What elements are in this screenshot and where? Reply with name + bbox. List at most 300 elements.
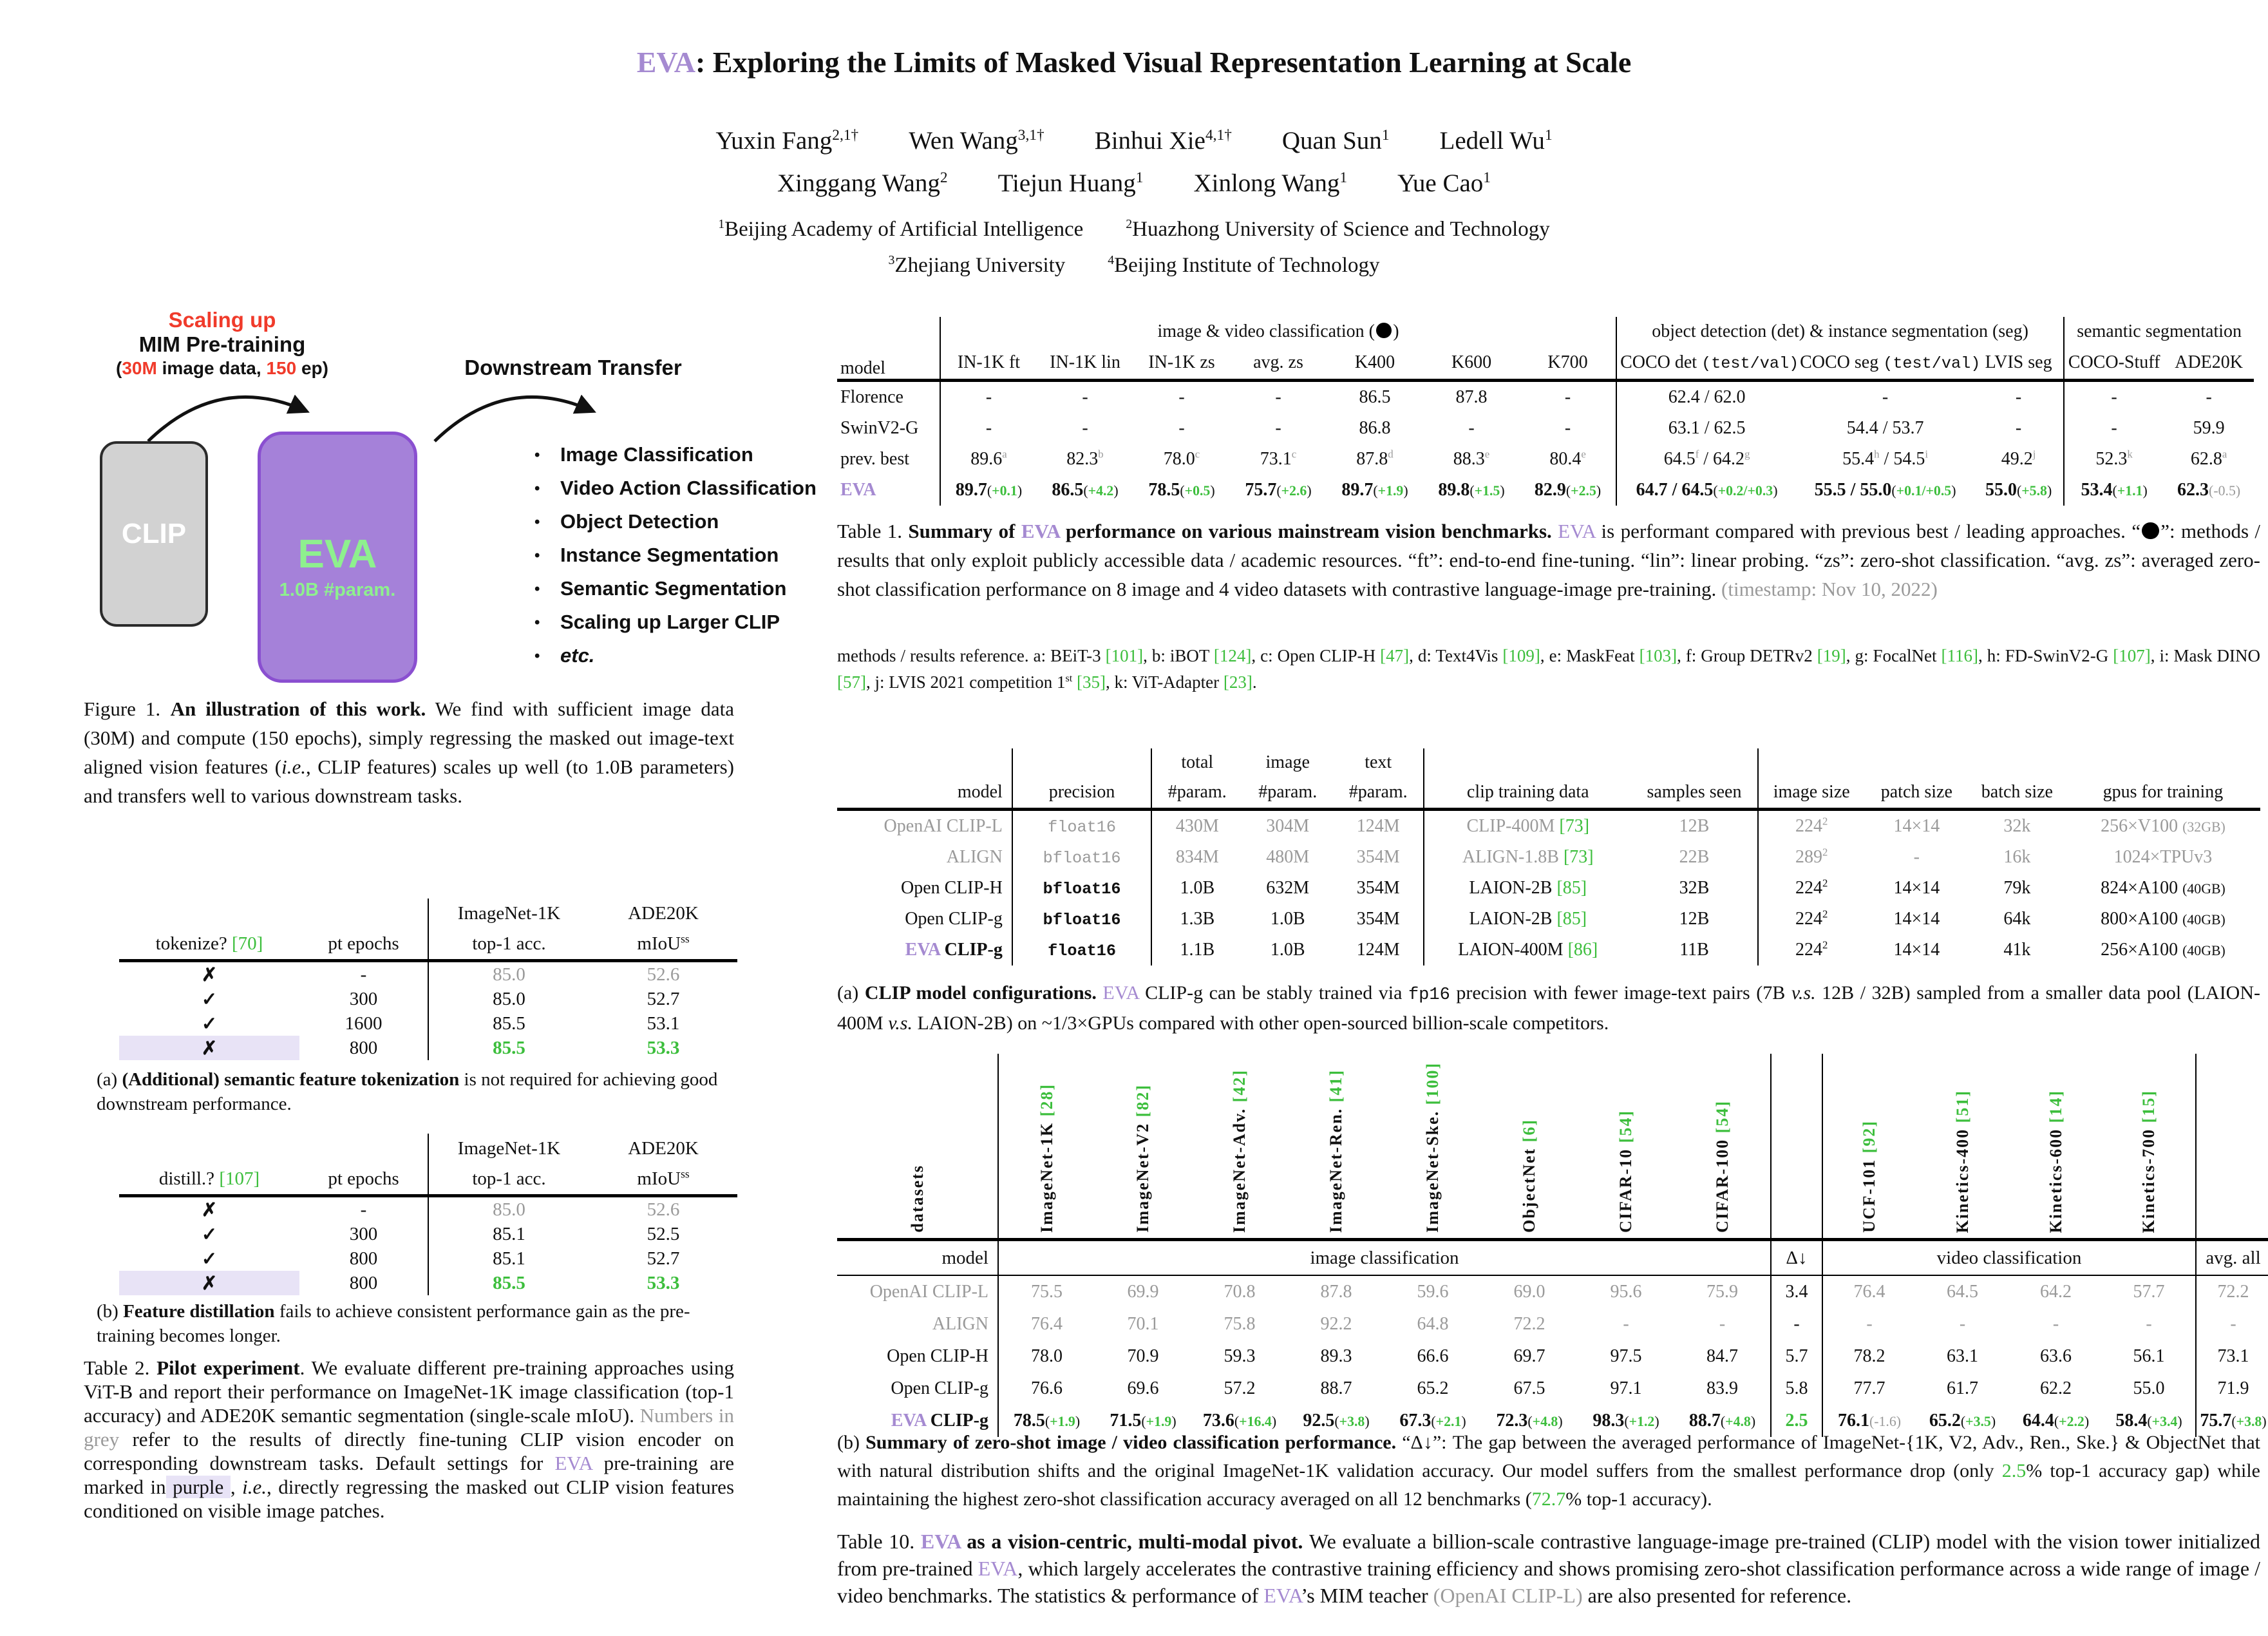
- text-run: Yuxin Fang: [715, 127, 833, 155]
- table-row: [837, 873, 2260, 904]
- table-cell: [1327, 444, 1423, 475]
- table-row: [837, 1373, 2268, 1405]
- text-run: ImageNet-1K: [1037, 1116, 1056, 1233]
- text-run: (: [1083, 483, 1088, 499]
- text-run: +2.2: [2059, 1414, 2084, 1429]
- table-cell: [1095, 1373, 1191, 1405]
- text-run: ): [1654, 1414, 1659, 1429]
- table-cell: [1520, 413, 1616, 444]
- text-run: -: [1959, 1314, 1966, 1334]
- text-run: Ledell Wu: [1439, 127, 1545, 155]
- table-1-group-row: [837, 317, 2254, 347]
- table-cell: [2196, 1373, 2268, 1405]
- figure-1: [84, 303, 889, 699]
- text-run: 70.9: [1127, 1346, 1159, 1366]
- column-header: [428, 928, 589, 961]
- text-run: (: [2112, 483, 2117, 499]
- text-run: 150: [266, 358, 297, 378]
- table-cell: [299, 1036, 428, 1060]
- avg-column-spacer: [2196, 1054, 2268, 1240]
- table-cell: [428, 987, 589, 1011]
- text-run: [116]: [1941, 646, 1978, 665]
- text-run: 58.4: [2115, 1411, 2148, 1431]
- text-run: 85.0: [493, 964, 525, 985]
- table-row: [837, 381, 2254, 414]
- table-cell: [299, 961, 428, 987]
- text-run: [15]: [2139, 1089, 2158, 1123]
- text-run: model: [941, 1247, 988, 1268]
- text-run: bfloat16: [1043, 880, 1121, 899]
- table-row: [119, 1271, 737, 1295]
- table-cell: [2196, 1308, 2268, 1340]
- rotated-label: [2139, 1090, 2159, 1233]
- text-run: 1.0B: [1270, 940, 1305, 960]
- text-run: object detection (det) & instance segmentation (seg): [1652, 321, 2028, 341]
- text-run: (b): [837, 1432, 866, 1453]
- text-run: 224: [1795, 909, 1823, 929]
- text-run: 2: [940, 169, 948, 186]
- text-run: -: [1468, 418, 1475, 438]
- text-run: [73]: [1563, 847, 1594, 867]
- text-run: ImageNet-1K: [457, 1137, 561, 1159]
- table-row: [837, 475, 2254, 506]
- table-cell: [1822, 1275, 1916, 1308]
- text-run: -: [1623, 1314, 1629, 1334]
- text-run: , directly regressing the masked out CLIP vision features conditioned on visible image patches.: [84, 1476, 735, 1522]
- rotated-label: [2046, 1090, 2066, 1233]
- table-cell: [1037, 381, 1133, 414]
- table-cell: [998, 1340, 1095, 1373]
- text-run: [100]: [1423, 1062, 1442, 1105]
- table-row: [837, 413, 2254, 444]
- table-row: [837, 1275, 2268, 1308]
- table-10a-head: [837, 748, 2260, 810]
- table-cell: [1797, 381, 1974, 414]
- table-row: [119, 1011, 737, 1036]
- text-run: , CLIP features) scales up well (to 1.0B parameters) and transfers well to various downstream tasks.: [84, 756, 734, 807]
- text-run: precision: [1048, 782, 1115, 802]
- text-run: EVA: [1558, 520, 1596, 542]
- table-cell: [1616, 444, 1797, 475]
- text-run: ): [1558, 1414, 1563, 1429]
- text-run: 92.2: [1320, 1314, 1352, 1334]
- text-run: e: [1581, 448, 1586, 461]
- column-header: [2064, 347, 2164, 381]
- text-run: [107]: [2113, 646, 2151, 665]
- table-cell: [1133, 381, 1230, 414]
- text-run: 3,1†: [1017, 127, 1044, 144]
- text-run: 800: [349, 1248, 378, 1269]
- text-run: [948, 169, 998, 197]
- text-run: 53.1: [647, 1013, 680, 1034]
- text-run: -: [1564, 418, 1571, 438]
- rotated-header: [1822, 1054, 1916, 1240]
- eva-param-label: 1.0B #param.: [279, 580, 396, 600]
- rotated-label: [908, 1165, 927, 1233]
- table-cell: [2064, 381, 2164, 414]
- text-run: [19]: [1817, 646, 1846, 665]
- table-cell: [1916, 1275, 2009, 1308]
- text-run: 1: [1381, 127, 1390, 144]
- table-cell: [837, 1308, 998, 1340]
- text-run: ): [1307, 483, 1312, 499]
- column-header: [2164, 347, 2254, 381]
- text-run: [1390, 127, 1440, 155]
- text-run: 632M: [1266, 878, 1310, 898]
- text-run: ALIGN: [932, 1314, 988, 1334]
- text-run: ”: methods / results that only exploit publicly accessible data / academic resources. “ft”: end-to-end fine-tuning. “lin”: linear probing. “zs”: zero-shot classification. “avg. zs”: averaged zero-shot classification performance on 8 image and 4 video datasets with contrastive language-image pre-training.: [837, 520, 2260, 600]
- text-run: (40GB): [2182, 912, 2225, 927]
- table-cell: [2164, 475, 2254, 506]
- table-cell: [837, 475, 940, 506]
- table-cell: [119, 987, 299, 1011]
- table-cell: [1012, 935, 1151, 965]
- text-run: CLIP-g can be stably trained via: [1139, 982, 1408, 1003]
- table-cell: [1095, 1308, 1191, 1340]
- table-cell: [428, 1196, 589, 1222]
- text-run: -: [1178, 387, 1185, 407]
- text-run: k: [2127, 448, 2133, 461]
- text-run: 73.1: [1260, 449, 1292, 469]
- table-cell: [1133, 413, 1230, 444]
- text-run: EVA: [1102, 982, 1139, 1003]
- text-run: 354M: [1356, 878, 1400, 898]
- table-cell: [2066, 904, 2260, 935]
- text-run: OpenAI CLIP-L: [884, 816, 1003, 836]
- table-10b-rotated-header-row: [837, 1054, 2268, 1240]
- github-icon: [2142, 522, 2159, 539]
- table-row: [837, 1308, 2268, 1340]
- column-header: [299, 928, 428, 961]
- text-run: 76.4: [1031, 1314, 1063, 1334]
- text-run: 97.5: [1610, 1346, 1642, 1366]
- text-run: [35]: [1077, 672, 1106, 692]
- column-header: [1012, 777, 1151, 810]
- text-run: 55.0: [2133, 1378, 2165, 1398]
- text-run: (: [2231, 1414, 2236, 1429]
- text-run: 64.5: [1663, 449, 1696, 469]
- table-row: [119, 987, 737, 1011]
- text-run: [54]: [1712, 1100, 1732, 1134]
- text-run: , b: iBOT: [1143, 646, 1214, 665]
- table-cell: [589, 1196, 737, 1222]
- table-10b-header-row: [837, 1240, 2268, 1276]
- group-detection-segmentation: [1616, 317, 2064, 347]
- text-run: 12B: [1679, 909, 1710, 929]
- table-cell: [1230, 475, 1327, 506]
- text-run: etc.: [560, 644, 595, 667]
- text-run: (a): [97, 1069, 122, 1090]
- table-cell: [1969, 904, 2066, 935]
- text-run: Xinlong Wang: [1193, 169, 1340, 197]
- text-run: samples seen: [1647, 782, 1742, 802]
- text-run: 2: [1822, 846, 1828, 859]
- column-header: [2196, 1240, 2268, 1276]
- text-run: avg. zs: [1253, 352, 1303, 372]
- text-run: UCF-101: [1860, 1153, 1878, 1233]
- table-cell: [1758, 935, 1865, 965]
- text-run: image size: [1773, 782, 1850, 802]
- text-run: Kinetics-600: [2046, 1122, 2065, 1233]
- table-10b: [837, 1054, 2268, 1437]
- rotated-label: [1133, 1084, 1153, 1233]
- table-cell: [428, 1271, 589, 1295]
- text-run: 71.5: [1110, 1411, 1142, 1431]
- table-cell: [1012, 873, 1151, 904]
- table-cell: [1481, 1275, 1578, 1308]
- rotated-header: [1191, 1054, 1288, 1240]
- text-run: 69.6: [1127, 1378, 1159, 1398]
- text-run: 78.0: [1163, 449, 1195, 469]
- text-run: ): [1075, 1414, 1081, 1429]
- table-cell: [1631, 842, 1757, 873]
- text-run: , j: LVIS 2021 competition 1: [865, 672, 1066, 692]
- text-run: ss: [681, 1166, 690, 1180]
- text-run: ADE20K: [628, 1137, 699, 1159]
- text-run: 354M: [1356, 909, 1400, 929]
- text-run: d: [1388, 448, 1394, 461]
- column-header: [299, 899, 428, 928]
- text-run: An illustration of this work.: [170, 698, 426, 720]
- table-cell: [1578, 1340, 1674, 1373]
- text-run: ): [1210, 483, 1215, 499]
- text-run: .: [1252, 672, 1257, 692]
- table-cell: [1631, 873, 1757, 904]
- text-run: (: [1276, 483, 1281, 499]
- rotated-header: [2103, 1054, 2196, 1240]
- text-run: Instance Segmentation: [560, 544, 779, 566]
- table-cell: [1423, 381, 1520, 414]
- text-run: OpenAI CLIP-L: [869, 1282, 988, 1302]
- table-2b-caption: [97, 1299, 741, 1348]
- column-header: [1631, 777, 1757, 810]
- text-run: Table 2.: [84, 1356, 157, 1379]
- text-run: Summary of zero-shot image / video classification performance.: [865, 1432, 1403, 1453]
- table-cell: [1151, 873, 1242, 904]
- table-cell: [589, 961, 737, 987]
- bullet-dot: •: [534, 614, 540, 631]
- text-run: -: [2111, 418, 2117, 438]
- text-run: 64.4: [2022, 1411, 2054, 1431]
- table-2a: [119, 899, 737, 1060]
- text-run: 88.3: [1453, 449, 1485, 469]
- text-run: (: [1720, 1414, 1726, 1429]
- text-run: [41]: [1327, 1069, 1345, 1103]
- table-cell: [2196, 1340, 2268, 1373]
- table-cell: [1758, 873, 1865, 904]
- text-run: , which largely accelerates the contrastive training efficiency and shows promising zero-shot classification performance across a wide range of image / video benchmarks. The statistics & performance of: [837, 1557, 2261, 1607]
- rotated-header: [2009, 1054, 2103, 1240]
- text-run: 52.5: [647, 1223, 680, 1244]
- table-row: [119, 1196, 737, 1222]
- text-run: 4,1†: [1205, 127, 1232, 144]
- text-run: 75.7: [1245, 480, 1277, 500]
- text-run: 2: [1126, 217, 1133, 231]
- table-1-references: [837, 643, 2260, 696]
- column-header: [1865, 777, 1969, 810]
- text-run: 82.3: [1066, 449, 1099, 469]
- text-run: fails to achieve consistent performance gain as the pre-training becomes longer.: [97, 1301, 690, 1346]
- text-run: fp16: [1408, 985, 1450, 1005]
- table-cell: [1969, 842, 2066, 873]
- rotated-label: [1616, 1110, 1636, 1233]
- text-run: [51]: [1952, 1089, 1972, 1123]
- text-run: j: [2032, 448, 2036, 461]
- text-run: ss: [681, 931, 690, 945]
- text-run: 67.3: [1399, 1411, 1432, 1431]
- text-run: +2.5: [1571, 483, 1596, 499]
- table-cell: [1974, 444, 2064, 475]
- transfer-arrow: [435, 397, 592, 441]
- text-run: -: [2015, 387, 2022, 407]
- text-run: +3.5: [1965, 1414, 1991, 1429]
- table-cell: [1974, 381, 2064, 414]
- rotated-header: [1578, 1054, 1674, 1240]
- text-run: 98.3: [1592, 1411, 1625, 1431]
- table-cell: [998, 1373, 1095, 1405]
- table-row: [119, 1222, 737, 1246]
- table-cell: [837, 1340, 998, 1373]
- text-run: (: [1565, 483, 1571, 499]
- table-cell: [1758, 904, 1865, 935]
- text-run: 22B: [1679, 847, 1710, 867]
- text-run: CLIP-400M: [1466, 816, 1560, 836]
- text-run: e: [1484, 448, 1490, 461]
- text-run: -: [1275, 418, 1281, 438]
- text-run: 224: [1795, 816, 1823, 836]
- eva-box: [258, 432, 417, 683]
- column-header: [1797, 347, 1981, 381]
- table-cell: [837, 810, 1012, 842]
- table-10a-corner: [837, 748, 1012, 777]
- table-2a-body: [119, 961, 737, 1061]
- text-run: #param.: [1167, 782, 1227, 802]
- text-run: 57.7: [2133, 1282, 2165, 1302]
- text-run: -: [1082, 387, 1088, 407]
- text-run: Table 1.: [837, 520, 909, 542]
- text-run: purple: [165, 1476, 231, 1498]
- text-run: Object Detection: [560, 510, 719, 533]
- text-run: (: [1373, 483, 1378, 499]
- column-header: [119, 928, 299, 961]
- rotated-label: [1230, 1069, 1249, 1233]
- text-run: -: [2146, 1314, 2152, 1334]
- table-cell: [589, 987, 737, 1011]
- text-run: (: [1527, 1414, 1533, 1429]
- table-cell: [1242, 842, 1333, 873]
- text-run: performance on various mainstream vision benchmarks.: [1059, 520, 1558, 542]
- table-cell: [1578, 1275, 1674, 1308]
- table-cell: [1797, 475, 1974, 506]
- table-cell: [1191, 1275, 1288, 1308]
- table-cell: [1327, 475, 1423, 506]
- table-cell: [1333, 904, 1424, 935]
- text-run: IN-1K ft: [957, 352, 1021, 372]
- text-run: [1347, 169, 1397, 197]
- text-run: Open CLIP-g: [905, 909, 1003, 929]
- table-cell: [2066, 935, 2260, 965]
- table-cell: [1424, 810, 1631, 842]
- text-run: ): [1171, 1414, 1177, 1429]
- text-run: ✗: [201, 1273, 218, 1294]
- text-run: 78.2: [1853, 1346, 1885, 1366]
- text-run: (: [2054, 1414, 2059, 1429]
- text-run: v.s.: [1791, 982, 1816, 1003]
- text-run: “Δ↓”: The gap between the averaged performance of ImageNet-{1K, V2, Adv., Ren., Ske.} & ObjectNet that with natural distribution shifts and the original ImageNet-1K validation accuracy. Our model suffers from the smallest performance drop (only: [837, 1432, 2261, 1481]
- text-run: / 54.5: [1879, 449, 1925, 469]
- text-run: +0.1/+0.5: [1896, 483, 1952, 499]
- text-run: 53.4: [2081, 480, 2113, 500]
- text-run: tokenize?: [155, 933, 232, 954]
- text-run: COCO det: [1620, 352, 1702, 372]
- text-run: 824×A100: [2101, 878, 2183, 898]
- table-cell: [1423, 475, 1520, 506]
- text-run: methods / results reference. a: BEiT-3: [837, 646, 1106, 665]
- text-run: -: [2111, 387, 2117, 407]
- table-cell: [1288, 1373, 1384, 1405]
- column-header: [1969, 777, 2066, 810]
- text-run: 72.2: [2217, 1282, 2249, 1302]
- text-run: 124M: [1356, 940, 1400, 960]
- table-cell: [1631, 904, 1757, 935]
- text-run: 82.9: [1534, 480, 1566, 500]
- table-cell: [428, 1011, 589, 1036]
- text-run: 354M: [1356, 847, 1400, 867]
- text-run: total: [1181, 752, 1214, 772]
- table-cell: [1674, 1340, 1771, 1373]
- figure-bullet: [534, 577, 786, 600]
- text-run: ): [1990, 1414, 1996, 1429]
- table-row: [837, 1340, 2268, 1373]
- group-text: [1333, 748, 1424, 777]
- table-cell: [119, 961, 299, 987]
- clip-box: [100, 441, 208, 627]
- bullet-dot: •: [534, 547, 540, 564]
- text-run: EVA: [920, 1530, 961, 1553]
- text-run: patch size: [1880, 782, 1952, 802]
- text-run: ): [1393, 321, 1399, 341]
- table-cell: [2009, 1308, 2103, 1340]
- figure-bullet: [534, 544, 779, 567]
- column-header: [1327, 347, 1423, 381]
- table-cell: [1865, 935, 1969, 965]
- table-2b-head: [119, 1134, 737, 1196]
- text-run: 1: [1135, 169, 1144, 186]
- text-run: (40GB): [2182, 881, 2225, 897]
- text-run: +0.1: [992, 483, 1017, 499]
- text-run: Florence: [840, 387, 903, 407]
- text-run: [28]: [1037, 1083, 1056, 1117]
- table-row: [837, 935, 2260, 965]
- text-run: [85]: [1556, 909, 1587, 929]
- text-run: ): [2142, 483, 2148, 499]
- text-run: ): [1271, 1414, 1277, 1429]
- text-run: LAION-2B: [1469, 909, 1557, 929]
- text-run: i: [1925, 448, 1928, 461]
- table-cell: [1333, 842, 1424, 873]
- text-run: (: [1469, 483, 1475, 499]
- column-header: [1424, 777, 1631, 810]
- text-run: Huazhong University of Science and Technology: [1132, 218, 1550, 241]
- table-cell: [1674, 1275, 1771, 1308]
- text-run: 73.1: [2217, 1346, 2249, 1366]
- table-cell: [1230, 444, 1327, 475]
- text-run: 41k: [2003, 940, 2031, 960]
- table-cell: [299, 1196, 428, 1222]
- table-cell: [2103, 1373, 2196, 1405]
- table-cell: [2064, 413, 2164, 444]
- text-run: Yue Cao: [1397, 169, 1484, 197]
